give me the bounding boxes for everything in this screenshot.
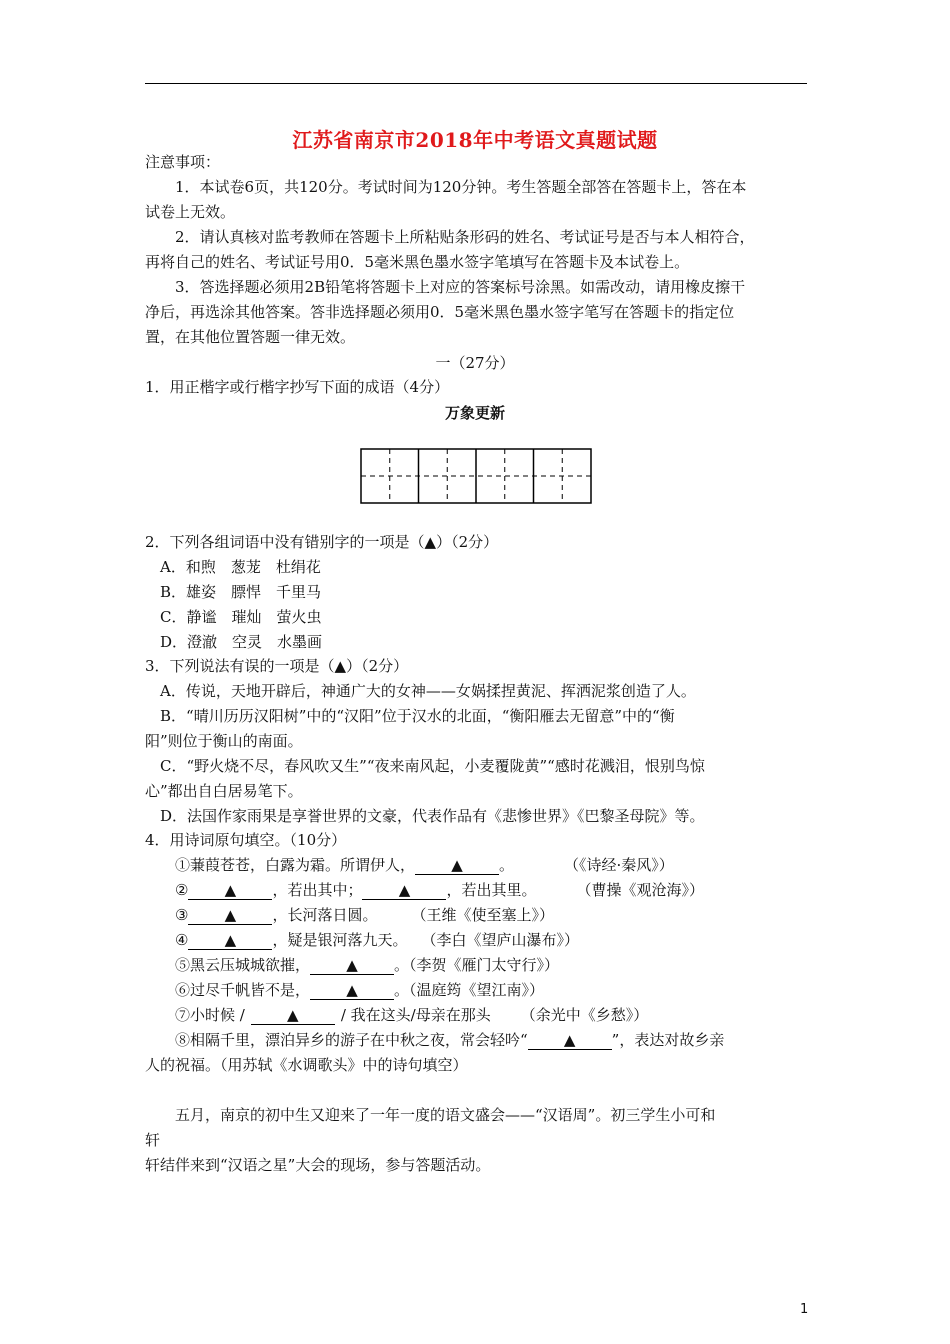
writing-grid xyxy=(360,448,592,504)
passage-line: 五月，南京的初中生又迎来了一年一度的语文盛会——“汉语周”。初三学生小可和 xyxy=(175,1106,716,1124)
fill-text: ⑥过尽千帆皆不是， xyxy=(175,981,311,999)
fill-text: ⑦小时候 / xyxy=(175,1006,245,1024)
fill-text: ”，表达对故乡亲 xyxy=(611,1031,725,1049)
notice-line: 3．答选择题必须用2B铅笔将答题卡上对应的答案标号涂黑。如需改动，请用橡皮擦干 xyxy=(175,278,746,296)
answer-blank[interactable]: ▲ xyxy=(188,881,272,900)
answer-blank[interactable]: ▲ xyxy=(188,931,272,950)
notice-line: 2．请认真核对监考教师在答题卡上所粘贴条形码的姓名、考试证号是否与本人相符合， xyxy=(175,228,755,246)
answer-blank[interactable]: ▲ xyxy=(188,906,272,925)
idiom-text: 万象更新 xyxy=(444,404,505,422)
poem-source: （李白《望庐山瀑布》） xyxy=(421,931,579,949)
fill-item-4 xyxy=(175,928,810,952)
fill-text: ④ xyxy=(175,931,189,949)
fill-text: 。 xyxy=(499,856,515,874)
fill-item-5 xyxy=(175,953,810,977)
fill-text: ③ xyxy=(175,906,189,924)
notice-line: 1．本试卷6页，共120分。考试时间为120分钟。考生答题全部答在答题卡上，答在本 xyxy=(175,178,747,196)
page-number: 1 xyxy=(800,1302,809,1317)
question-4: 4．用诗词原句填空。（10分） xyxy=(145,831,347,849)
notice-line: 再将自己的姓名、考试证号用0．5毫米黑色墨水签字笔填写在答题卡及本试卷上。 xyxy=(145,253,690,271)
section-heading: 一（27分） xyxy=(435,354,515,372)
question-1: 1．用正楷字或行楷字抄写下面的成语（4分） xyxy=(145,378,450,396)
fill-text: ⑤黑云压城城欲摧， xyxy=(175,956,311,974)
fill-item-8 xyxy=(175,1028,810,1052)
fill-text: ①蒹葭苍苍，白露为霜。所谓伊人， xyxy=(175,856,416,874)
answer-blank[interactable]: ▲ xyxy=(528,1031,612,1050)
fill-text: 。 xyxy=(394,956,410,974)
notice-line: 置，在其他位置答题一律无效。 xyxy=(145,328,356,346)
q3-line: 阳”则位于衡山的南面。 xyxy=(145,732,303,750)
q3-line: 心”都出自白居易笔下。 xyxy=(145,782,303,800)
passage-line: 轩 xyxy=(145,1131,161,1149)
page-title: 江苏省南京市2018年中考语文真题试题 xyxy=(292,128,658,152)
poem-source: （曹操《观沧海》） xyxy=(576,881,704,899)
answer-blank[interactable]: ▲ xyxy=(415,856,499,875)
question-2: 2．下列各组词语中没有错别字的一项是（▲）（2分） xyxy=(145,533,499,551)
fill-text: / 我在这头/母亲在那头 xyxy=(340,1006,491,1024)
option-b: B．雄姿 膘悍 千里马 xyxy=(160,583,322,601)
q3-line: C．“野火烧不尽，春风吹又生”“夜来南风起，小麦覆陇黄”“感时花溅泪，恨别鸟惊 xyxy=(160,757,705,775)
fill-text: ，若出其中； xyxy=(272,881,363,899)
notice-line: 净后，再选涂其他答案。答非选择题必须用0．5毫米黑色墨水签字笔写在答题卡的指定位 xyxy=(145,303,735,321)
answer-blank[interactable]: ▲ xyxy=(310,956,394,975)
fill-item-8-end: 人的祝福。（用苏轼《水调歌头》中的诗句填空） xyxy=(145,1056,468,1074)
poem-source: （王维《使至塞上》） xyxy=(411,906,554,924)
answer-blank[interactable]: ▲ xyxy=(362,881,446,900)
notice-line: 试卷上无效。 xyxy=(145,203,236,221)
q3-line: D．法国作家雨果是享誉世界的文豪，代表作品有《悲惨世界》《巴黎圣母院》等。 xyxy=(160,807,705,825)
option-c: C．静谧 璀灿 萤火虫 xyxy=(160,608,322,626)
fill-item-7 xyxy=(175,1003,810,1027)
passage-line: 轩结伴来到“汉语之星”大会的现场，参与答题活动。 xyxy=(145,1156,491,1174)
fill-item-6 xyxy=(175,978,810,1002)
q3-line: B．“晴川历历汉阳树”中的“汉阳”位于汉水的北面，“衡阳雁去无留意”中的“衡 xyxy=(160,707,675,725)
fill-text: 。 xyxy=(394,981,410,999)
q3-line: A．传说，天地开辟后，神通广大的女神——女娲揉捏黄泥、挥洒泥浆创造了人。 xyxy=(160,682,696,700)
fill-item-2 xyxy=(175,878,810,902)
poem-source: （余光中《乡愁》） xyxy=(520,1006,649,1024)
fill-item-3 xyxy=(175,903,810,927)
fill-text: ② xyxy=(175,881,189,899)
header-rule xyxy=(145,83,807,84)
fill-text: ，长河落日圆。 xyxy=(272,906,378,924)
option-d: D．澄澈 空灵 水墨画 xyxy=(160,633,323,651)
poem-source: （温庭筠《望江南》） xyxy=(409,981,545,999)
notice-heading: 注意事项： xyxy=(145,153,221,171)
fill-item-1 xyxy=(175,853,810,877)
poem-source: （李贺《雁门太守行》） xyxy=(409,956,560,974)
fill-text: ⑧相隔千里，漂泊异乡的游子在中秋之夜，常会轻吟“ xyxy=(175,1031,528,1049)
answer-blank[interactable]: ▲ xyxy=(251,1006,335,1025)
fill-text: ，若出其里。 xyxy=(446,881,537,899)
poem-source: （《诗经·秦风》） xyxy=(564,856,674,874)
option-a: A．和煦 葱茏 杜绢花 xyxy=(160,558,321,576)
question-3: 3．下列说法有误的一项是（▲）（2分） xyxy=(145,657,409,675)
fill-text: ，疑是银河落九天。 xyxy=(272,931,408,949)
answer-blank[interactable]: ▲ xyxy=(310,981,394,1000)
